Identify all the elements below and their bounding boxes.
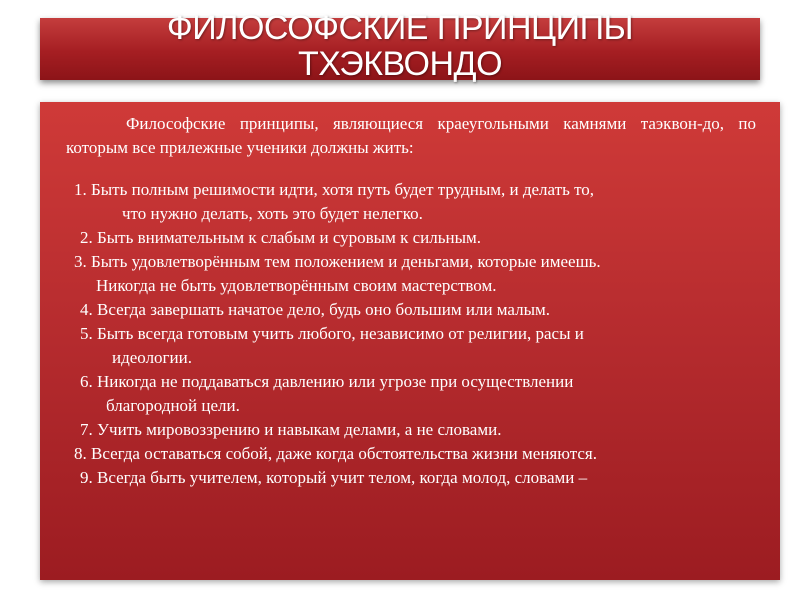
slide-title — [40, 10, 760, 82]
principle-3-continuation: Никогда не быть удовлетворённым своим мастерством. — [96, 276, 497, 295]
principle-1-continuation: что нужно делать, хоть это будет нелегко. — [122, 204, 423, 223]
principle-4: 4. Всегда завершать начатое дело, будь оно большим или малым. — [80, 300, 551, 319]
principle-3: 3. Быть удовлетворённым тем положением и деньгами, которые имеешь. — [74, 252, 601, 271]
content-panel — [40, 102, 780, 580]
principle-5-continuation: идеологии. — [112, 348, 192, 367]
principle-2: 2. Быть внимательным к слабым и суровым к сильным. — [80, 228, 482, 247]
intro-paragraph: Философские принципы, являющиеся краеугольными камнями таэквон-до, по которым все прилежные ученики должны жить: — [66, 114, 756, 157]
principle-1: 1. Быть полным решимости идти, хотя путь будет трудным, и делать то, — [74, 180, 595, 199]
principle-7: 7. Учить мировоззрению и навыкам делами, а не словами. — [80, 420, 502, 439]
principle-9: 9. Всегда быть учителем, который учит телом, когда молод, словами – — [80, 468, 588, 487]
principle-6: 6. Никогда не поддаваться давлению или угрозе при осуществлении — [80, 372, 574, 391]
principles-text — [66, 112, 756, 490]
principle-6-continuation: благородной цели. — [106, 396, 240, 415]
title-line-2: ТХЭКВОНДО — [297, 45, 503, 83]
footer-ghost-text — [90, 583, 730, 595]
principle-5: 5. Быть всегда готовым учить любого, независимо от религии, расы и — [80, 324, 584, 343]
title-line-1: ФИЛОСОФСКИЕ ПРИНЦИПЫ — [166, 9, 634, 47]
principle-8: 8. Всегда оставаться собой, даже когда обстоятельства жизни меняются. — [74, 444, 597, 463]
